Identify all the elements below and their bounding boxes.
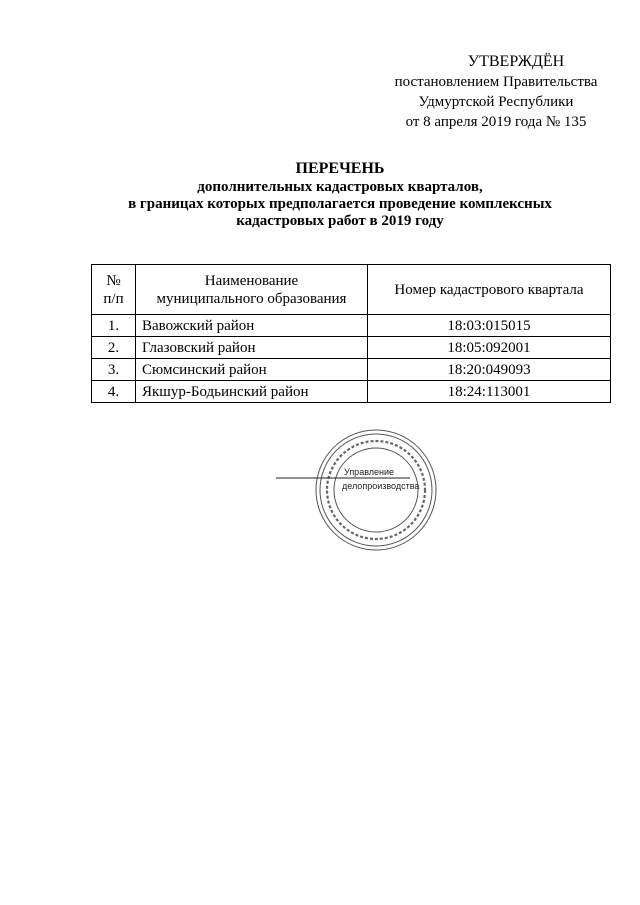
table-row — [92, 315, 611, 337]
table-row — [92, 337, 611, 359]
title-line-1: дополнительных кадастровых кварталов, — [197, 179, 483, 195]
row-cadastral-number: 18:24:113001 — [368, 381, 611, 403]
row-number: 3. — [92, 359, 136, 381]
approval-line-2: Удмуртской Республики — [418, 94, 574, 110]
header-municipality-line-1: Наименование — [204, 272, 299, 289]
approval-line-1: постановлением Правительства — [394, 74, 598, 90]
row-municipality: Якшур-Бодьинский район — [136, 381, 368, 403]
header-municipality — [136, 265, 368, 315]
table-row — [92, 359, 611, 381]
row-number: 2. — [92, 337, 136, 359]
approval-line-3: от 8 апреля 2019 года № 135 — [405, 114, 587, 130]
header-number-line-2: п/п — [103, 290, 124, 307]
title-heading: ПЕРЕЧЕНЬ — [295, 160, 385, 177]
official-stamp — [276, 428, 446, 558]
row-cadastral-number: 18:03:015015 — [368, 315, 611, 337]
stamp-text-line-1: Управление — [344, 467, 395, 477]
title-line-2: в границах которых предполагается проведение комплексных — [128, 196, 552, 212]
table-row — [92, 381, 611, 403]
header-number — [92, 265, 136, 315]
row-number: 4. — [92, 381, 136, 403]
stamp-text-line-2: делопроизводства — [342, 481, 420, 491]
table-header-row — [92, 265, 611, 315]
document-title — [80, 160, 600, 230]
approval-block — [360, 52, 632, 132]
row-cadastral-number: 18:20:049093 — [368, 359, 611, 381]
header-number-line-1: № — [106, 272, 121, 289]
row-municipality: Вавожский район — [136, 315, 368, 337]
header-cadastral-number: Номер кадастрового квартала — [368, 265, 611, 315]
row-cadastral-number: 18:05:092001 — [368, 337, 611, 359]
approved-label: УТВЕРЖДЁН — [467, 53, 565, 70]
row-municipality: Сюмсинский район — [136, 359, 368, 381]
row-municipality: Глазовский район — [136, 337, 368, 359]
header-municipality-line-2: муниципального образования — [156, 290, 347, 307]
cadastral-table — [91, 264, 611, 403]
title-line-3: кадастровых работ в 2019 году — [236, 213, 444, 229]
row-number: 1. — [92, 315, 136, 337]
